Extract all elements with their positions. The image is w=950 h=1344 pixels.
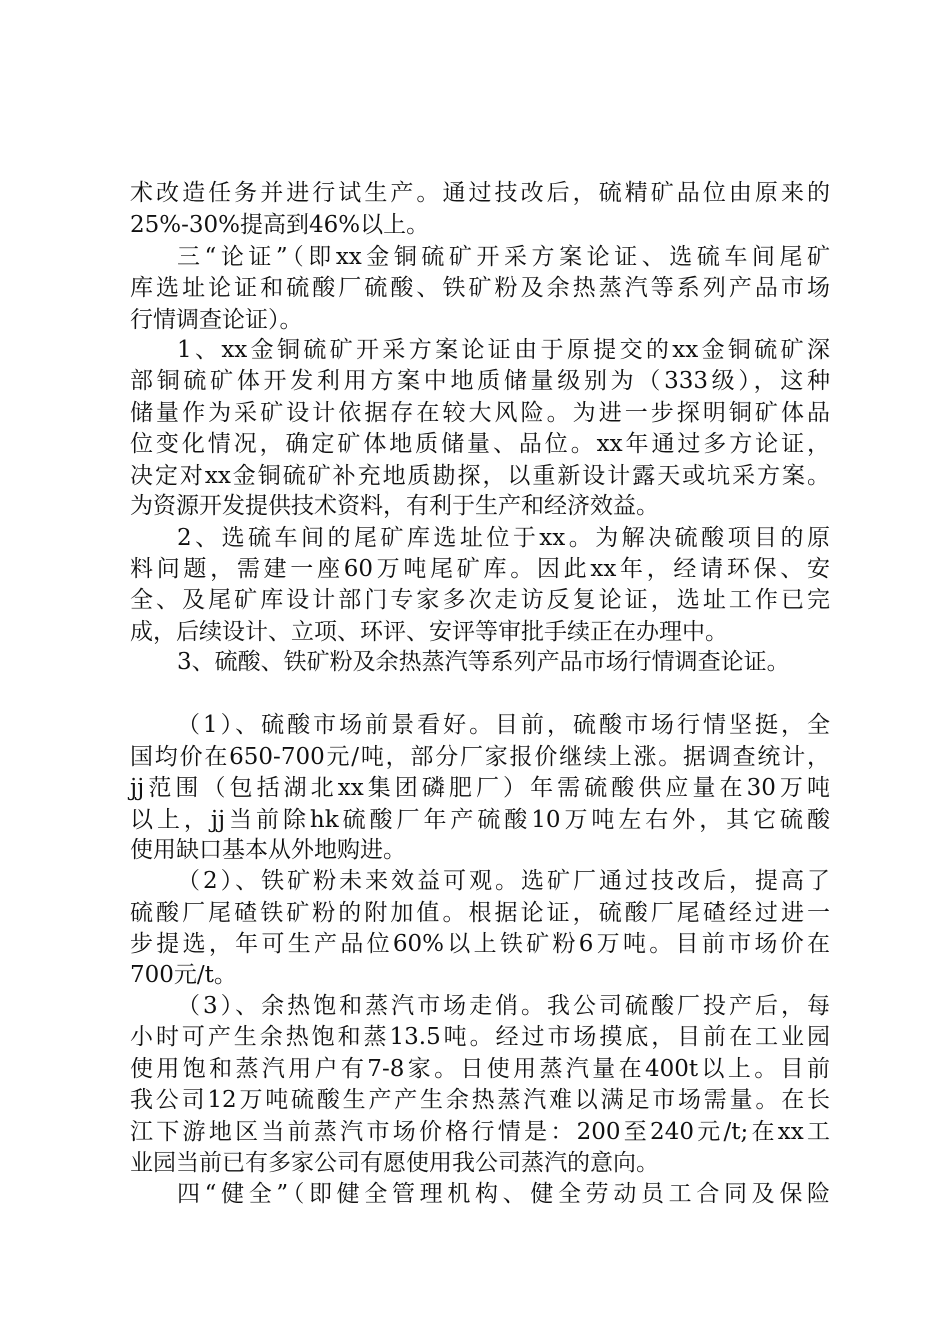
text-line: 四“健全”（即健全管理机构、健全劳动员工合同及保险 [177,1181,830,1207]
text-line: 部铜硫矿体开发利用方案中地质储量级别为（333级），这种 [130,368,830,394]
text-line: 以上，jj当前除hk硫酸厂年产硫酸10万吨左右外，其它硫酸 [130,807,830,833]
text-line: （1）、硫酸市场前景看好。目前，硫酸市场行情坚挺，全 [177,712,830,738]
text-line: 江下游地区当前蒸汽市场价格行情是：200至240元/t;在xx工 [130,1119,830,1145]
text-line: 料问题，需建一座60万吨尾矿库。因此xx年，经请环保、安 [130,556,830,582]
text-line: （3）、余热饱和蒸汽市场走俏。我公司硫酸厂投产后，每 [177,993,830,1019]
text-line: 储量作为采矿设计依据存在较大风险。为进一步探明铜矿体品 [130,400,830,426]
text-line: 国均价在650-700元/吨，部分厂家报价继续上涨。据调查统计， [130,744,830,770]
text-line: 决定对xx金铜硫矿补充地质勘探，以重新设计露天或坑采方案。 [130,463,830,489]
text-line: 小时可产生余热饱和蒸13.5吨。经过市场摸底，目前在工业园 [130,1024,830,1050]
text-line: 700元/t。 [130,962,237,988]
text-line: 1、xx金铜硫矿开采方案论证由于原提交的xx金铜硫矿深 [177,337,830,363]
text-line: 3、硫酸、铁矿粉及余热蒸汽等系列产品市场行情调查论证。 [177,649,790,675]
text-line: 2、选硫车间的尾矿库选址位于xx。为解决硫酸项目的原 [177,525,830,551]
text-line: jj范围（包括湖北xx集团磷肥厂）年需硫酸供应量在30万吨 [130,775,830,801]
text-line: 使用饱和蒸汽用户有7-8家。日使用蒸汽量在400t以上。目前 [130,1056,830,1082]
text-line: 为资源开发提供技术资料，有利于生产和经济效益。 [130,493,659,519]
text-line: 全、及尾矿库设计部门专家多次走访反复论证，选址工作已完 [130,587,830,613]
text-line: 位变化情况，确定矿体地质储量、品位。xx年通过多方论证， [130,431,830,457]
text-line: 三“论证”（即xx金铜硫矿开采方案论证、选硫车间尾矿 [177,244,830,270]
text-line: 步提选，年可生产品位60%以上铁矿粉6万吨。目前市场价在 [130,931,830,957]
text-line: 业园当前已有多家公司有愿使用我公司蒸汽的意向。 [130,1150,659,1176]
text-line: 行情调查论证）。 [130,307,303,333]
text-line: 硫酸厂尾碴铁矿粉的附加值。根据论证，硫酸厂尾碴经过进一 [130,900,830,926]
text-line: 术改造任务并进行试生产。通过技改后，硫精矿品位由原来的 [130,180,830,206]
text-line: 我公司12万吨硫酸生产产生余热蒸汽难以满足市场需量。在长 [130,1087,830,1113]
text-line: 库选址论证和硫酸厂硫酸、铁矿粉及余热蒸汽等系列产品市场 [130,275,830,301]
text-line: 使用缺口基本从外地购进。 [130,837,406,863]
text-line: 25%-30%提高到46%以上。 [130,212,430,238]
text-line: 成，后续设计、立项、环评、安评等审批手续正在办理中。 [130,619,728,645]
text-line: （2）、铁矿粉未来效益可观。选矿厂通过技改后，提高了 [177,868,830,894]
